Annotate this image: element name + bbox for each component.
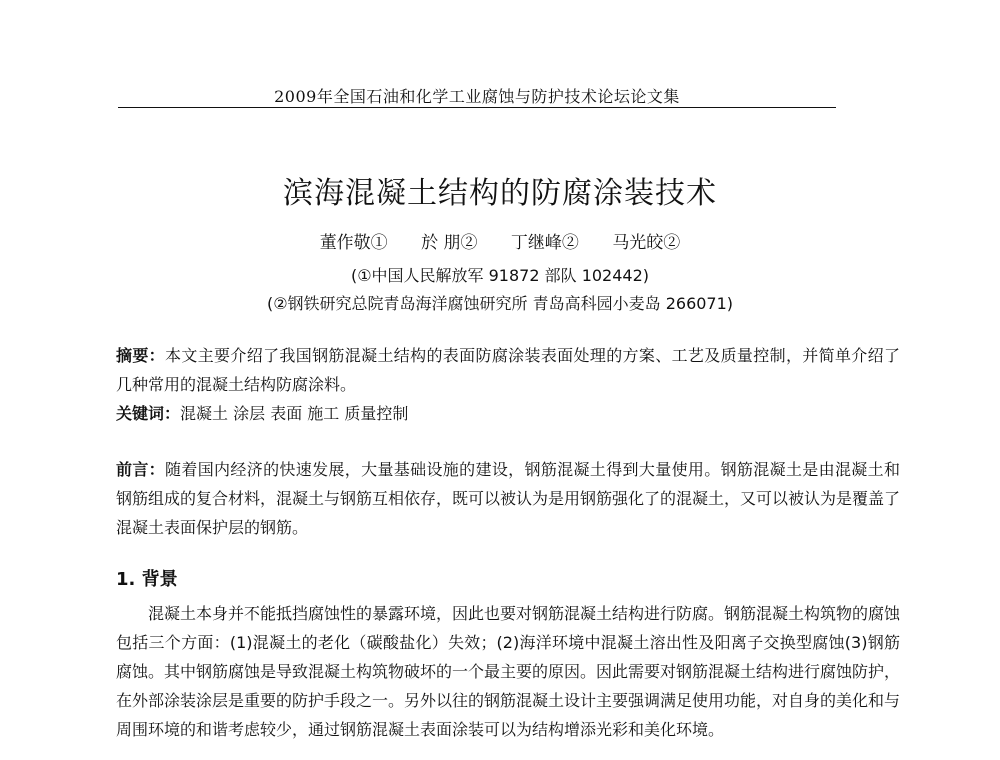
introduction xyxy=(116,455,900,542)
header-rule xyxy=(118,107,836,108)
section-body: 混凝土本身并不能抵挡腐蚀性的暴露环境，因此也要对钢筋混凝土结构进行防腐。钢筋混凝土构筑物的腐蚀包括三个方面：(1)混凝土的老化（碳酸盐化）失效；(2)海洋环境中混凝土溶出性及阳离子交换型腐蚀(3)钢筋腐蚀。其中钢筋腐蚀是导致混凝土构筑物破坏的一个最主要的原因。因此需要对钢筋混凝土结构进行腐蚀防护，在外部涂装涂层是重要的防护手段之一。另外以往的钢筋混凝土设计主要强调满足使用功能，对自身的美化和与周围环境的和谐考虑较少，通过钢筋混凝土表面涂装可以为结构增添光彩和美化环境。 xyxy=(116,604,901,739)
affiliation-1: (①中国人民解放军 91872 部队 102442) xyxy=(350,266,650,285)
introduction-text: 随着国内经济的快速发展，大量基础设施的建设，钢筋混凝土得到大量使用。钢筋混凝土是由混凝土和钢筋组成的复合材料，混凝土与钢筋互相依存，既可以被认为是用钢筋强化了的混凝土，又可以被认为是覆盖了混凝土表面保护层的钢筋。 xyxy=(116,460,901,537)
keywords-text: 混凝土 涂层 表面 施工 质量控制 xyxy=(180,404,409,423)
affiliation-2: (②钢铁研究总院青岛海洋腐蚀研究所 青岛高科园小麦岛 266071) xyxy=(266,294,734,313)
author-3: 丁继峰② xyxy=(510,233,579,253)
running-header: 2009年全国石油和化学工业腐蚀与防护技术论坛论文集 xyxy=(274,87,680,106)
author-4: 马光皎② xyxy=(612,233,681,253)
section-heading: 1. 背景 xyxy=(116,569,178,590)
introduction-label: 前言： xyxy=(116,460,166,479)
abstract-label: 摘要： xyxy=(116,346,166,365)
author-2: 於 朋② xyxy=(421,233,478,253)
author-1: 董作敬① xyxy=(319,233,388,253)
keywords-label: 关键词： xyxy=(116,404,181,423)
paper-title: 滨海混凝土结构的防腐涂装技术 xyxy=(283,176,717,211)
keywords xyxy=(116,399,900,428)
abstract xyxy=(116,341,900,399)
abstract-text: 本文主要介绍了我国钢筋混凝土结构的表面防腐涂装表面处理的方案、工艺及质量控制，并简单介绍了几种常用的混凝土结构防腐涂料。 xyxy=(116,346,900,394)
author-list xyxy=(0,228,1000,253)
